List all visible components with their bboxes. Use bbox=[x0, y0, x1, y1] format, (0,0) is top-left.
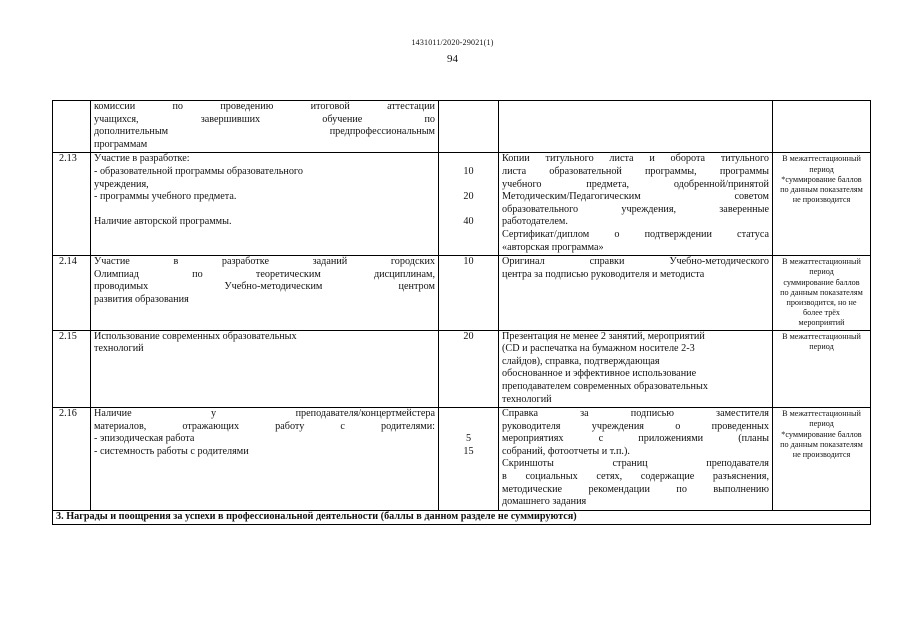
row-number: 2.14 bbox=[53, 256, 91, 330]
document-line: Скриншоты страниц преподавателя bbox=[502, 458, 769, 470]
note-line: не производится bbox=[792, 449, 851, 459]
points-cell bbox=[439, 153, 499, 256]
note-line: мероприятий bbox=[798, 318, 845, 328]
note-line: В межаттестационный bbox=[782, 257, 861, 267]
points-value: 5 bbox=[465, 433, 472, 445]
document-line: обоснованное и эффективное использование bbox=[502, 368, 697, 380]
document-line: листа образовательной программы, программы bbox=[502, 165, 769, 177]
description-line: материалов, отражающих работу с родителями: bbox=[94, 420, 435, 432]
criterion-description bbox=[91, 101, 439, 153]
criterion-description bbox=[91, 153, 439, 256]
points-value bbox=[442, 153, 495, 166]
table-row bbox=[53, 408, 871, 511]
points-value bbox=[442, 408, 495, 421]
note-line: по данным показателям bbox=[780, 439, 863, 449]
document-line: преподавателем современных образовательных bbox=[502, 380, 708, 392]
period-note bbox=[773, 101, 871, 153]
document-line: технологий bbox=[502, 393, 552, 405]
document-line: Методическим/Педагогическим советом bbox=[502, 191, 769, 203]
note-line: период bbox=[809, 164, 834, 174]
note-line: В межаттестационный bbox=[782, 409, 861, 419]
table-row bbox=[53, 330, 871, 408]
document-line: мероприятиях с приложениями (планы bbox=[502, 433, 769, 445]
points-value bbox=[442, 421, 495, 434]
note-line: *суммирование баллов bbox=[781, 429, 862, 439]
note-line: производится, но не bbox=[786, 297, 857, 307]
description-line: учащихся, завершивших обучение по bbox=[94, 113, 435, 125]
description-line: технологий bbox=[94, 343, 144, 355]
points-cell bbox=[439, 408, 499, 511]
criteria-table bbox=[52, 100, 871, 525]
points-cell bbox=[439, 256, 499, 330]
document-line: центра за подписью руководителя и методиста bbox=[502, 268, 705, 280]
document-id: 1431011/2020-29021(1) bbox=[411, 38, 494, 47]
document-line: слайдов), справка, подтверждающая bbox=[502, 355, 660, 367]
description-line: учреждения, bbox=[94, 178, 149, 190]
note-line: более трёх bbox=[802, 308, 841, 318]
description-line: Олимпиад по теоретическим дисциплинам, bbox=[94, 268, 435, 280]
description-line: Наличие авторской программы. bbox=[94, 216, 232, 228]
points-value: 10 bbox=[463, 256, 474, 268]
row-number: 2.13 bbox=[53, 153, 91, 256]
period-note bbox=[773, 256, 871, 330]
description-line: комиссии по проведению итоговой аттестации bbox=[94, 101, 435, 112]
supporting-documents bbox=[499, 101, 773, 153]
description-line: - эпизодическая работа bbox=[94, 433, 195, 445]
document-line: Презентация не менее 2 занятий, мероприятий bbox=[502, 330, 705, 342]
points-value: 40 bbox=[463, 216, 474, 228]
description-line: - системность работы с родителями bbox=[94, 445, 249, 457]
description-line: - программы учебного предмета. bbox=[94, 191, 237, 203]
note-line: период bbox=[809, 267, 834, 277]
section-title: 3. Награды и поощрения за успехи в профессиональной деятельности (баллы в данном разделе не суммируются) bbox=[53, 510, 871, 525]
points-value: 15 bbox=[463, 445, 474, 457]
document-line: работодателем. bbox=[502, 216, 568, 228]
document-line: Справка за подписью заместителя bbox=[502, 408, 769, 420]
row-number: 2.16 bbox=[53, 408, 91, 511]
table-row bbox=[53, 101, 871, 153]
description-line: дополнительным предпрофессиональным bbox=[94, 126, 435, 138]
supporting-documents bbox=[499, 330, 773, 408]
points-value: 20 bbox=[463, 191, 474, 203]
document-line: Сертификат/диплом о подтверждении статуса bbox=[502, 228, 769, 240]
row-number bbox=[53, 101, 91, 153]
description-line: Участие в разработке: bbox=[94, 153, 190, 165]
note-line: В межаттестационный bbox=[782, 154, 861, 164]
period-note bbox=[773, 408, 871, 511]
document-line: образовательного учреждения, заверенные bbox=[502, 203, 769, 215]
period-note bbox=[773, 330, 871, 408]
section-header-row bbox=[53, 510, 871, 525]
description-line: проводимых Учебно-методическим центром bbox=[94, 281, 435, 293]
description-line: - образовательной программы образовательного bbox=[94, 165, 303, 177]
note-line: *суммирование баллов bbox=[781, 174, 862, 184]
points-cell bbox=[439, 101, 499, 153]
document-line: «авторская программа» bbox=[502, 241, 604, 253]
description-line: Участие в разработке заданий городских bbox=[94, 256, 435, 268]
points-cell bbox=[439, 330, 499, 408]
document-line: учебного предмета, одобренной/принятой bbox=[502, 178, 769, 190]
row-number: 2.15 bbox=[53, 330, 91, 408]
page-number: 94 bbox=[447, 53, 458, 65]
note-line: период bbox=[809, 341, 834, 351]
points-value bbox=[442, 204, 495, 217]
document-line: домашнего задания bbox=[502, 496, 587, 508]
note-line: не производится bbox=[792, 195, 851, 205]
points-value: 20 bbox=[463, 330, 474, 342]
note-line: В межаттестационный bbox=[782, 331, 861, 341]
document-line: Копии титульного листа и оборота титульного bbox=[502, 153, 769, 165]
note-line: период bbox=[809, 419, 834, 429]
description-line: Использование современных образовательных bbox=[94, 330, 297, 342]
description-line: программам bbox=[94, 138, 148, 150]
document-line: руководителя учреждения о проведенных bbox=[502, 420, 769, 432]
criterion-description bbox=[91, 256, 439, 330]
document-line: в социальных сетях, содержащие разъяснения, bbox=[502, 471, 769, 483]
criterion-description bbox=[91, 330, 439, 408]
supporting-documents bbox=[499, 256, 773, 330]
note-line: по данным показателям bbox=[780, 184, 863, 194]
note-line: по данным показателям bbox=[780, 287, 863, 297]
table-row bbox=[53, 153, 871, 256]
document-line: Оригинал справки Учебно-методического bbox=[502, 256, 769, 268]
document-line: собраний, фотоотчеты и т.п.). bbox=[502, 445, 630, 457]
supporting-documents bbox=[499, 153, 773, 256]
supporting-documents bbox=[499, 408, 773, 511]
table-row bbox=[53, 256, 871, 330]
points-value bbox=[442, 179, 495, 192]
criteria-table-body bbox=[53, 101, 871, 525]
document-line: (CD и распечатка на бумажном носителе 2-3 bbox=[502, 343, 695, 355]
criterion-description bbox=[91, 408, 439, 511]
period-note bbox=[773, 153, 871, 256]
document-line: методические рекомендации по выполнению bbox=[502, 483, 769, 495]
note-line: суммирование баллов bbox=[783, 277, 860, 287]
description-line bbox=[94, 204, 435, 217]
points-value: 10 bbox=[463, 165, 474, 177]
description-line: развития образования bbox=[94, 293, 189, 305]
description-line: Наличие у преподавателя/концертмейстера bbox=[94, 408, 435, 420]
